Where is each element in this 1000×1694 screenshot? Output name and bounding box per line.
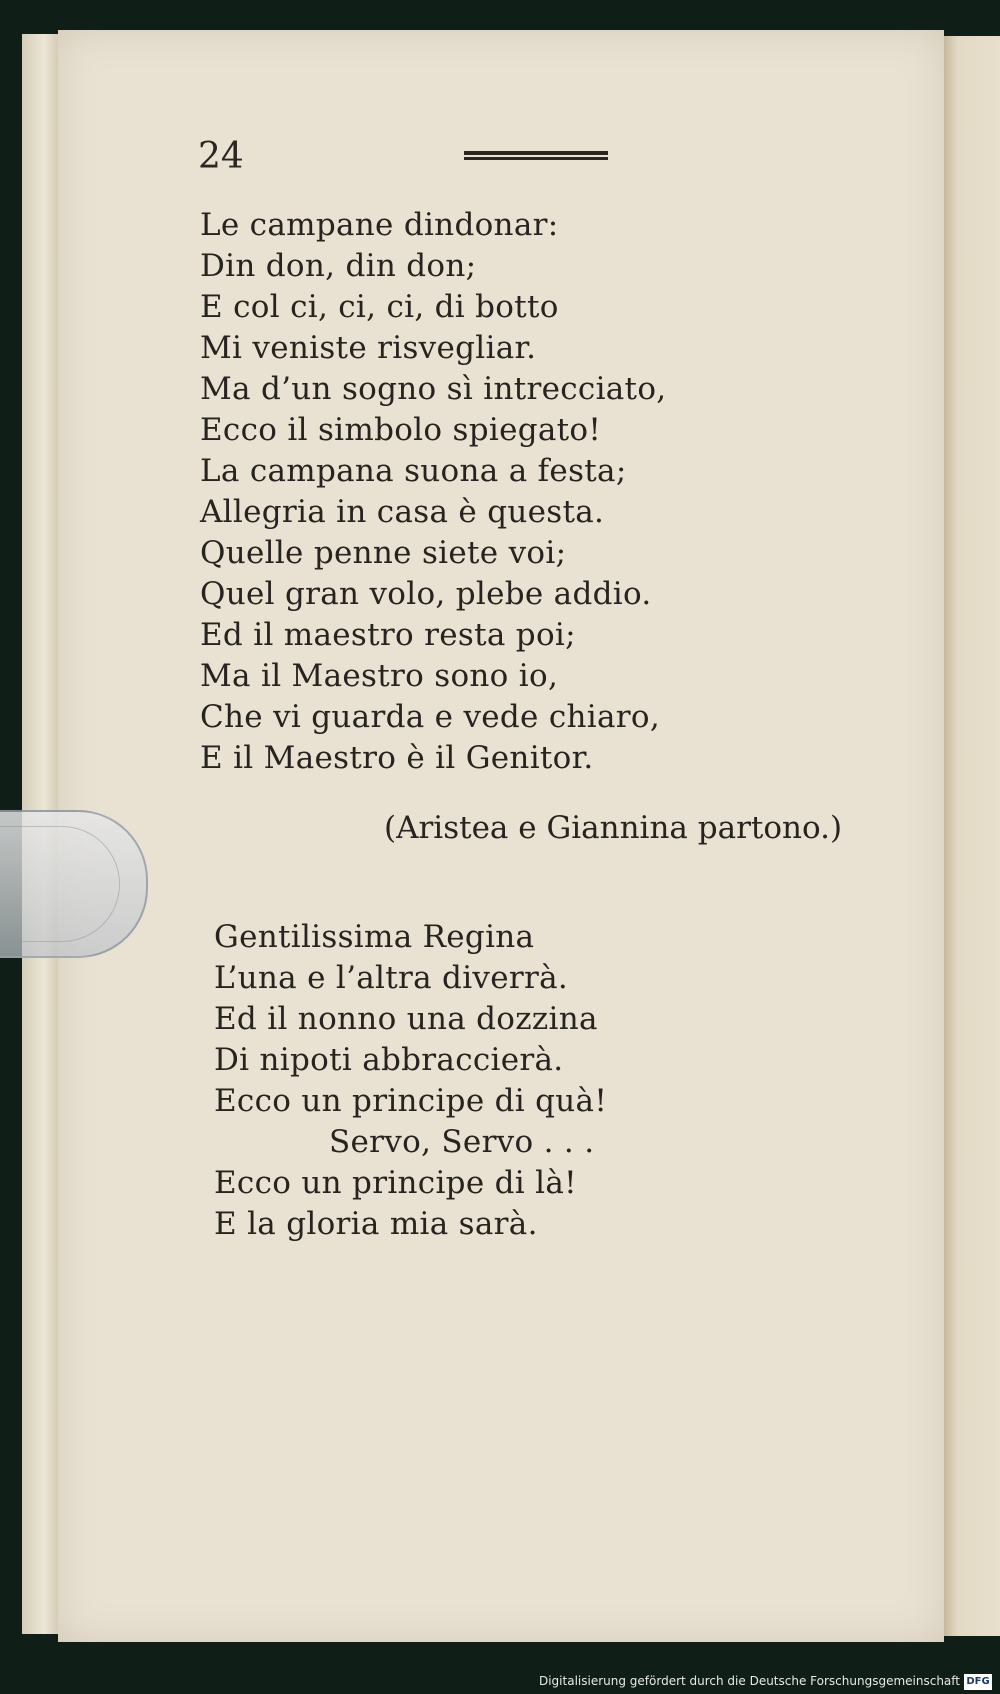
verse-line: L’una e l’altra diverrà. (214, 960, 569, 996)
verse-line: Ecco un principe di quà! (214, 1083, 608, 1119)
verse-line: Ma d’un sogno sì intrecciato, (200, 371, 667, 407)
verse-line: Ed il nonno una dozzina (214, 1001, 598, 1037)
page-clip-inner (0, 826, 120, 942)
verse-block-2 (214, 917, 607, 1245)
verse-line: Servo, Servo . . . (329, 1124, 595, 1160)
verse-line: Ma il Maestro sono io, (200, 658, 559, 694)
verse-line: Mi veniste risvegliar. (200, 330, 537, 366)
dfg-logo: DFG (964, 1674, 992, 1690)
verse-line: Che vi guarda e vede chiaro, (200, 699, 661, 735)
verse-line: Ecco il simbolo spiegato! (200, 412, 602, 448)
next-page-edge (940, 36, 1000, 1636)
verse-line: Quelle penne siete voi; (200, 535, 567, 571)
verse-line: Gentilissima Regina (214, 919, 535, 955)
verse-line: E la gloria mia sarà. (214, 1206, 538, 1242)
verse-line: Din don, din don; (200, 248, 477, 284)
verse-line: La campana suona a festa; (200, 453, 627, 489)
verse-line: Quel gran volo, plebe addio. (200, 576, 652, 612)
verse-block-1 (200, 205, 666, 779)
verse-line: Allegria in casa è questa. (200, 494, 605, 530)
stage-direction: (Aristea e Giannina partono.) (384, 810, 843, 846)
digitization-credit: Digitalisierung gefördert durch die Deutsche Forschungsgemeinschaft (538, 1674, 960, 1688)
verse-line: E col ci, ci, ci, di botto (200, 289, 559, 325)
verse-line: Di nipoti abbraccierà. (214, 1042, 564, 1078)
verse-line: E il Maestro è il Genitor. (200, 740, 594, 776)
verse-line: Ecco un principe di là! (214, 1165, 577, 1201)
header-rule (464, 151, 608, 160)
verse-line: Ed il maestro resta poi; (200, 617, 576, 653)
page-number: 24 (198, 136, 244, 177)
verse-line: Le campane dindonar: (200, 207, 559, 243)
